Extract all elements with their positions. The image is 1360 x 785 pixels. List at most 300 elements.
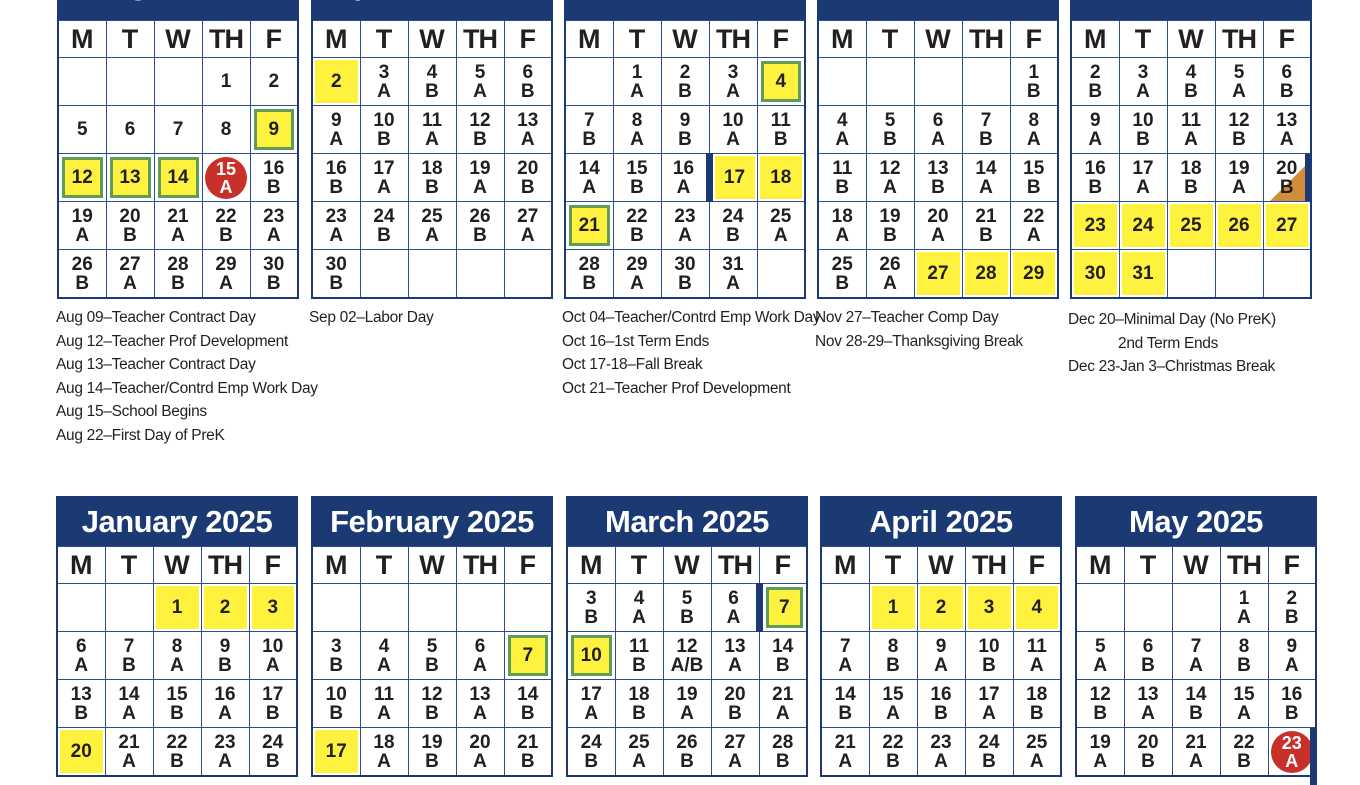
day-cell [408,154,456,202]
weekday-header: F [1010,21,1058,58]
day-cell [504,680,552,728]
day-letter: A [676,176,691,198]
day-cell [105,680,153,728]
day-cell [456,728,504,777]
day-letter: A [1237,606,1251,628]
day-number: 14 [1185,683,1207,705]
day-cell [1071,202,1119,250]
day-number: 3 [267,597,279,618]
day-number: 27 [1276,215,1298,236]
day-cell [917,728,965,777]
day-number: 6 [728,587,739,609]
month-title: January 2025 [56,496,298,546]
day-letter: A [1088,128,1103,150]
day-cell [709,250,757,299]
day-number: 24 [722,205,744,227]
day-cell [663,584,711,632]
day-letter: A [473,750,487,772]
day-cell [613,202,661,250]
day-cell [821,632,869,680]
day-letter: B [728,702,742,724]
day-cell [613,106,661,154]
day-letter: A [775,702,790,724]
weekday-header: T [866,21,914,58]
day-letter: B [425,654,439,676]
day-number: 6 [474,635,486,657]
day-number: 2 [219,597,231,618]
day-letter: B [680,750,694,772]
day-letter: A [377,750,391,772]
day-number: 22 [215,205,237,227]
empty-day-cell [105,584,153,632]
month-grid [817,20,1059,299]
day-letter: B [265,750,280,772]
empty-day-cell [106,58,154,106]
day-number: 9 [268,119,280,140]
day-cell [1124,728,1172,777]
day-cell [965,680,1013,728]
day-cell [1071,154,1119,202]
day-cell [153,680,201,728]
day-number: 17 [723,167,746,188]
day-cell [456,106,504,154]
holiday-highlight [156,586,199,629]
day-number: 5 [681,587,693,609]
day-cell [663,632,711,680]
day-cell [58,106,106,154]
day-letter: A [377,702,391,724]
weekday-header: W [154,21,202,58]
day-letter: B [1141,750,1155,772]
weekday-header: TH [962,21,1010,58]
day-letter: A [377,176,391,198]
day-letter: B [883,128,897,150]
day-letter: B [1093,702,1108,724]
empty-day-cell [1172,584,1220,632]
day-cell [1268,680,1316,728]
month-grid [311,20,553,299]
day-number: 23 [325,205,347,227]
day-letter: A [838,654,853,676]
teacher-day-highlight [110,157,151,198]
holiday-highlight [252,586,295,629]
day-cell [504,202,552,250]
weekday-header: F [759,547,807,584]
day-cell [201,584,249,632]
holiday-highlight [715,156,755,199]
day-cell [408,728,456,777]
holiday-highlight [968,586,1011,629]
day-letter: B [678,128,692,150]
teacher-day-highlight [254,109,295,150]
holiday-highlight [315,60,358,103]
day-letter: A [1189,750,1203,772]
holiday-highlight [917,252,960,295]
day-number: 26 [71,253,93,275]
day-letter: B [680,606,694,628]
note-line: Oct 17-18–Fall Break [562,356,703,373]
holiday-highlight [60,730,103,773]
day-letter: B [835,176,850,198]
day-cell [613,154,661,202]
month-feb [311,496,553,777]
day-number: 2 [679,61,691,83]
day-number: 9 [679,109,691,131]
day-cell [1167,202,1215,250]
empty-day-cell [565,58,613,106]
day-letter: B [979,224,993,246]
day-number: 7 [123,635,135,657]
day-number: 14 [834,683,856,705]
day-letter: B [1029,702,1044,724]
day-number: 4 [836,109,848,131]
day-number: 19 [1228,157,1250,179]
day-number: 25 [628,731,650,753]
note-line: Oct 04–Teacher/Contrd Emp Work Day [562,309,821,326]
day-number: 30 [325,253,347,275]
day-letter: A [122,750,136,772]
day-number: 19 [421,731,443,753]
day-cell [1215,154,1263,202]
day-number: 22 [166,731,188,753]
day-cell [613,250,661,299]
day-number: 18 [831,205,853,227]
day-number: 16 [1281,683,1303,705]
day-cell [759,680,807,728]
day-cell [312,728,360,777]
day-number: 29 [626,253,648,275]
day-number: 22 [626,205,648,227]
day-cell [1172,632,1220,680]
day-cell [565,250,613,299]
month-mar [566,496,808,777]
day-cell [759,632,807,680]
day-cell [360,202,408,250]
day-cell [757,106,805,154]
note-line: Oct 16–1st Term Ends [562,332,710,350]
day-number: 30 [263,253,285,275]
day-letter: A [473,702,487,724]
day-number: 2 [1089,61,1101,83]
teacher-day-highlight [62,157,103,198]
day-letter: A [886,702,900,724]
month-title: March 2025 [566,496,808,546]
day-cell [1071,106,1119,154]
day-cell [869,584,917,632]
day-letter: A [1232,176,1246,198]
weekday-header: M [1076,547,1124,584]
weekday-header: T [106,21,154,58]
day-number: 12 [1089,683,1111,705]
day-cell [106,154,154,202]
day-number: 26 [1228,215,1250,236]
day-cell [711,680,759,728]
day-cell [1263,58,1311,106]
empty-day-cell [866,58,914,106]
day-cell [249,728,297,777]
day-number: 5 [1094,635,1106,657]
day-number: 19 [1089,731,1111,753]
day-letter: A [1285,750,1299,771]
day-number: 29 [1023,263,1045,284]
day-number: 7 [583,109,595,131]
day-cell [1220,728,1268,777]
day-letter: B [377,224,391,246]
weekday-header: W [408,547,456,584]
day-cell [58,250,106,299]
empty-day-cell [312,584,360,632]
day-letter: A [1184,128,1198,150]
day-number: 20 [1276,157,1298,179]
day-letter: B [1279,80,1294,102]
day-number: 1 [1238,587,1250,609]
day-number: 28 [167,253,189,275]
day-number: 6 [522,61,534,83]
holiday-highlight [1016,586,1059,629]
day-letter: A [219,272,233,294]
day-number: 12 [879,157,901,179]
day-number: 10 [262,635,284,657]
day-number: 21 [578,215,600,236]
empty-day-cell [360,250,408,299]
day-cell [757,202,805,250]
weekday-header: M [312,547,360,584]
day-number: 7 [839,635,851,657]
day-number: 11 [1180,109,1202,131]
day-cell [869,632,917,680]
day-cell [456,154,504,202]
weekday-header: F [504,21,552,58]
day-letter: B [886,750,900,772]
day-letter: B [934,702,948,724]
day-number: 9 [1286,635,1298,657]
day-letter: B [931,176,945,198]
day-letter: A [473,654,487,676]
day-number: 21 [167,205,189,227]
day-letter: A [171,224,185,246]
day-letter: B [883,224,897,246]
day-number: 26 [469,205,491,227]
day-cell [312,154,360,202]
day-cell [312,680,360,728]
day-letter: A [982,702,996,724]
day-letter: B [982,750,996,772]
day-cell [1119,106,1167,154]
day-cell [1124,632,1172,680]
day-number: 23 [1281,732,1302,753]
day-cell [757,58,805,106]
notes-november [815,306,1023,353]
day-cell [153,728,201,777]
day-cell [1215,106,1263,154]
empty-day-cell [504,584,552,632]
day-number: 25 [770,205,792,227]
day-letter: A [582,176,597,198]
day-number: 14 [118,683,140,705]
day-number: 3 [1137,61,1149,83]
day-cell [1220,632,1268,680]
day-cell [615,584,663,632]
day-cell [1076,632,1124,680]
day-letter: B [835,272,850,294]
day-number: 18 [373,731,395,753]
day-cell [249,680,297,728]
day-number: 10 [978,635,1000,657]
day-letter: A [1026,128,1041,150]
day-cell [1167,106,1215,154]
empty-day-cell [58,58,106,106]
day-number: 14 [517,683,539,705]
day-letter: B [584,750,599,772]
day-number: 21 [772,683,794,705]
day-letter: B [886,654,900,676]
day-letter: B [218,654,232,676]
day-number: 19 [879,205,901,227]
day-letter: B [122,654,136,676]
day-cell [567,632,615,680]
day-cell [663,728,711,777]
day-cell [711,584,759,632]
month-title [817,0,1059,20]
day-letter: B [1088,176,1103,198]
day-letter: B [1184,176,1198,198]
day-number: 13 [724,635,746,657]
notes-december [1068,308,1276,379]
day-number: 7 [778,597,790,618]
holiday-highlight [965,252,1008,295]
day-letter: B [982,654,996,676]
day-number: 13 [119,167,141,188]
note-line: Aug 14–Teacher/Contrd Emp Work Day [56,379,318,397]
day-cell [57,632,105,680]
day-cell [202,154,250,202]
day-number: 2 [935,597,947,618]
day-letter: A [75,224,90,246]
day-cell [565,202,613,250]
day-cell [818,250,866,299]
day-cell [504,632,552,680]
day-cell [965,632,1013,680]
day-letter: A [473,176,487,198]
day-cell [965,584,1013,632]
day-letter: A [1029,750,1044,772]
day-letter: A [377,654,391,676]
day-letter: B [1284,702,1299,724]
holiday-highlight [920,586,963,629]
day-cell [1119,154,1167,202]
day-number: 27 [119,253,141,275]
day-cell [202,58,250,106]
day-letter: A [838,750,853,772]
day-cell [360,106,408,154]
weekday-header: F [1013,547,1061,584]
day-cell [105,632,153,680]
day-number: 14 [578,157,600,179]
day-letter: B [329,702,344,724]
day-cell [1215,202,1263,250]
day-cell [360,680,408,728]
day-number: 12 [71,167,93,188]
day-number: 24 [262,731,284,753]
day-number: 5 [884,109,896,131]
teacher-day-highlight [571,635,612,676]
day-number: 3 [330,635,342,657]
day-number: 11 [373,683,395,705]
day-number: 11 [770,109,791,131]
day-number: 5 [1233,61,1245,83]
day-number: 1 [220,71,232,92]
day-letter: B [584,606,599,628]
day-number: 7 [522,645,534,666]
day-cell [709,106,757,154]
month-sep [311,0,553,299]
teacher-day-highlight [766,587,804,628]
day-cell [1215,58,1263,106]
day-cell [1268,632,1316,680]
weekday-header: TH [201,547,249,584]
day-cell [1268,584,1316,632]
day-number: 14 [772,635,794,657]
day-number: 8 [171,635,183,657]
day-number: 6 [1281,61,1293,83]
day-number: 1 [887,597,899,618]
day-cell [57,728,105,777]
day-cell [962,106,1010,154]
holiday-highlight [315,730,358,773]
day-cell [456,58,504,106]
day-number: 9 [330,109,342,131]
event-circle [1271,731,1313,773]
day-number: 11 [628,635,650,657]
day-number: 31 [1132,263,1154,284]
note-line: Dec 20–Minimal Day (No PreK) [1068,311,1276,328]
day-letter: B [1232,128,1246,150]
day-letter: B [520,80,535,102]
day-number: 3 [727,61,739,83]
day-number: 5 [426,635,438,657]
day-cell [1172,680,1220,728]
day-number: 19 [469,157,491,179]
day-cell [106,250,154,299]
day-number: 17 [262,683,284,705]
weekday-header: M [1071,21,1119,58]
day-letter: B [979,128,993,150]
day-cell [154,106,202,154]
teacher-day-highlight [761,61,802,102]
month-grid [56,546,298,777]
weekday-header: T [105,547,153,584]
day-cell [759,728,807,777]
day-cell [57,680,105,728]
day-number: 2 [330,71,342,92]
day-number: 15 [215,158,237,179]
day-number: 12 [676,635,698,657]
day-cell [567,728,615,777]
note-line: Sep 02–Labor Day [309,309,434,326]
day-cell [504,106,552,154]
weekday-header: M [312,21,360,58]
day-cell [250,106,298,154]
day-number: 18 [1180,157,1202,179]
day-cell [202,250,250,299]
day-letter: B [632,654,646,676]
weekday-header: T [360,547,408,584]
notes-september [309,306,433,330]
teacher-day-highlight [569,205,610,246]
weekday-header: M [821,547,869,584]
day-number: 17 [373,157,395,179]
note-line: Oct 21–Teacher Prof Development [562,379,791,397]
